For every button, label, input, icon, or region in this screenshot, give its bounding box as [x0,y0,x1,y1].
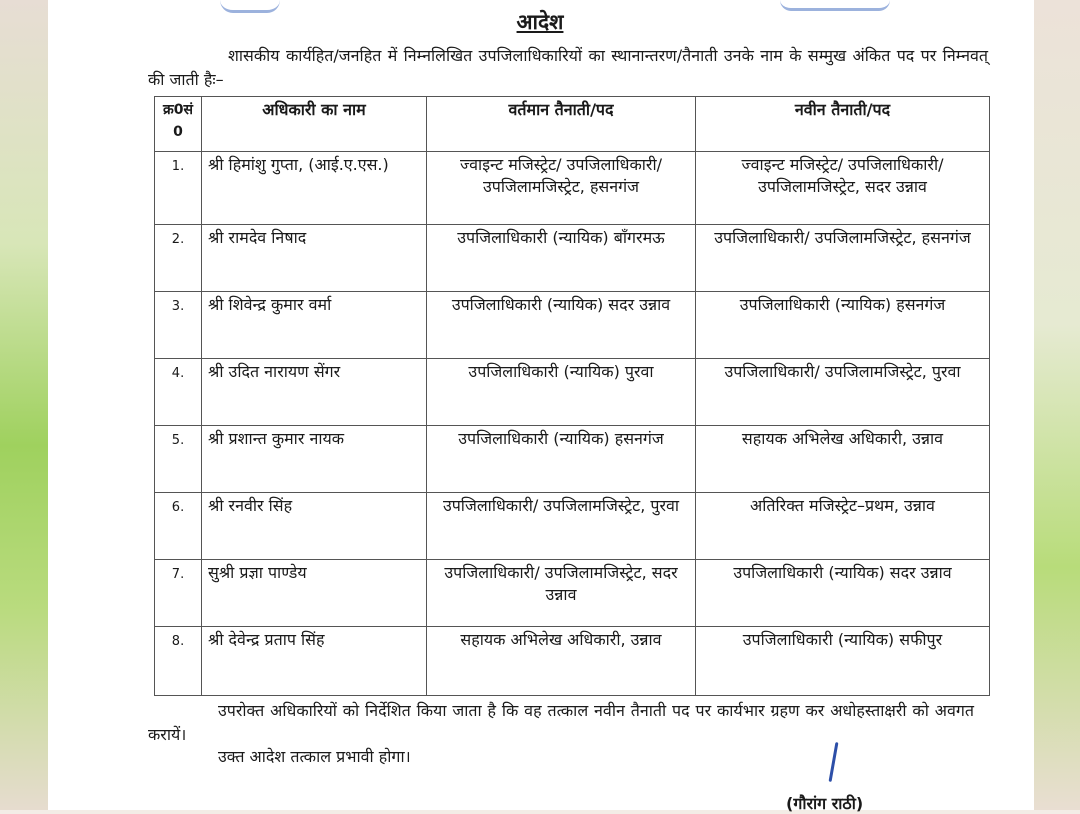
table-row [155,225,990,292]
new-posting: सहायक अभिलेख अधिकारी, उन्नाव [696,426,990,493]
current-posting: उपजिलाधिकारी/ उपजिलामजिस्ट्रेट, सदर उन्नाव [427,560,696,627]
officer-name: श्री देवेन्द्र प्रताप सिंह [202,627,427,696]
officer-name: श्री हिमांशु गुप्ता, (आई.ए.एस.) [202,152,427,225]
signatory-name: (गौरांग राठी) [786,794,864,813]
current-posting: उपजिलाधिकारी/ उपजिलामजिस्ट्रेट, पुरवा [427,493,696,560]
officer-name: श्री उदित नारायण सेंगर [202,359,427,426]
table-row [155,493,990,560]
serial-number: 4. [155,359,202,426]
officer-name: श्री रामदेव निषाद [202,225,427,292]
new-posting: उपजिलाधिकारी/ उपजिलामजिस्ट्रेट, हसनगंज [696,225,990,292]
effective-note: उक्त आदेश तत्काल प्रभावी होगा। [218,747,411,766]
officer-name: सुश्री प्रज्ञा पाण्डेय [202,560,427,627]
current-posting: ज्वाइन्ट मजिस्ट्रेट/ उपजिलाधिकारी/ उपजिलामजिस्ट्रेट, हसनगंज [427,152,696,225]
current-posting: उपजिलाधिकारी (न्यायिक) पुरवा [427,359,696,426]
officer-name: श्री रनवीर सिंह [202,493,427,560]
intro-paragraph: शासकीय कार्यहित/जनहित में निम्नलिखित उपजिलाधिकारियों का स्थानान्तरण/तैनाती उनके नाम के सम्मुख अंकित पद पर निम्नवत् की जाती हैः– [148,46,988,89]
table-row [155,627,990,696]
serial-number: 6. [155,493,202,560]
current-posting: उपजिलाधिकारी (न्यायिक) बाँगरमऊ [427,225,696,292]
table-row [155,152,990,225]
serial-number: 1. [155,152,202,225]
serial-number: 2. [155,225,202,292]
officer-name: श्री प्रशान्त कुमार नायक [202,426,427,493]
header-current-posting: वर्तमान तैनाती/पद [427,97,696,152]
current-posting: सहायक अभिलेख अधिकारी, उन्नाव [427,627,696,696]
table-row [155,292,990,359]
header-serial: क्र0सं 0 [155,97,202,152]
table-row [155,426,990,493]
serial-number: 3. [155,292,202,359]
order-title: आदेश [516,10,564,34]
header-new-posting: नवीन तैनाती/पद [696,97,990,152]
serial-number: 5. [155,426,202,493]
new-posting: उपजिलाधिकारी (न्यायिक) सफीपुर [696,627,990,696]
serial-number: 7. [155,560,202,627]
background-right [1034,0,1080,810]
table-row [155,359,990,426]
new-posting: ज्वाइन्ट मजिस्ट्रेट/ उपजिलाधिकारी/ उपजिलामजिस्ट्रेट, सदर उन्नाव [696,152,990,225]
serial-number: 8. [155,627,202,696]
table-row [155,560,990,627]
transfer-table [154,96,990,696]
new-posting: उपजिलाधिकारी (न्यायिक) हसनगंज [696,292,990,359]
table-header-row [155,97,990,152]
new-posting: उपजिलाधिकारी/ उपजिलामजिस्ट्रेट, पुरवा [696,359,990,426]
current-posting: उपजिलाधिकारी (न्यायिक) हसनगंज [427,426,696,493]
instruction-paragraph: उपरोक्त अधिकारियों को निर्देशित किया जाता है कि वह तत्काल नवीन तैनाती पद पर कार्यभार ग्रहण कर अधोहस्ताक्षरी को अवगत करायें। [148,701,974,744]
background-left [0,0,48,810]
new-posting: उपजिलाधिकारी (न्यायिक) सदर उन्नाव [696,560,990,627]
officer-name: श्री शिवेन्द्र कुमार वर्मा [202,292,427,359]
current-posting: उपजिलाधिकारी (न्यायिक) सदर उन्नाव [427,292,696,359]
new-posting: अतिरिक्त मजिस्ट्रेट–प्रथम, उन्नाव [696,493,990,560]
header-officer-name: अधिकारी का नाम [202,97,427,152]
